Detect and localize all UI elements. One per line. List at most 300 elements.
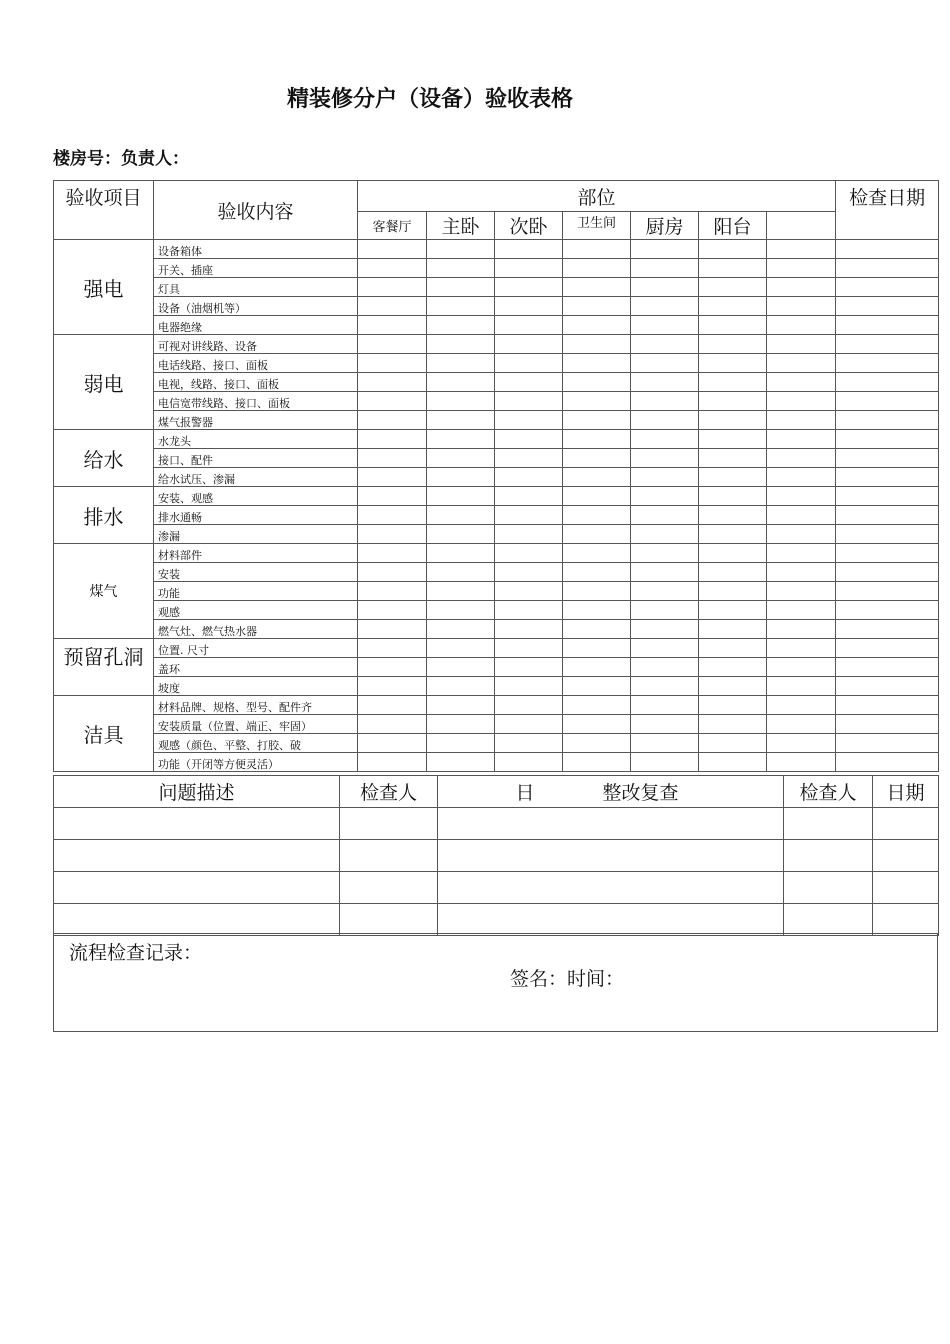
- inspection-row: [54, 639, 939, 658]
- check-cell[interactable]: [358, 715, 427, 734]
- check-cell[interactable]: [631, 430, 699, 449]
- check-cell[interactable]: [699, 639, 767, 658]
- check-cell[interactable]: [495, 392, 563, 411]
- inspection-item: 电信宽带线路、接口、面板: [154, 392, 358, 411]
- check-cell[interactable]: [427, 677, 495, 696]
- issue-cell[interactable]: [438, 840, 784, 872]
- check-date-cell[interactable]: [836, 297, 939, 316]
- inspection-item: 电视，线路、接口、面板: [154, 373, 358, 392]
- check-cell[interactable]: [767, 449, 836, 468]
- check-date-cell[interactable]: [836, 468, 939, 487]
- check-cell[interactable]: [427, 335, 495, 354]
- category-label: 弱电: [54, 335, 154, 430]
- check-cell[interactable]: [495, 620, 563, 639]
- check-cell[interactable]: [631, 506, 699, 525]
- check-cell[interactable]: [631, 544, 699, 563]
- check-cell[interactable]: [495, 297, 563, 316]
- check-cell[interactable]: [563, 582, 631, 601]
- issue-cell[interactable]: [784, 808, 873, 840]
- check-cell[interactable]: [495, 354, 563, 373]
- issue-cell[interactable]: [340, 808, 438, 840]
- check-cell[interactable]: [699, 658, 767, 677]
- check-cell[interactable]: [563, 354, 631, 373]
- check-cell[interactable]: [699, 582, 767, 601]
- check-cell[interactable]: [495, 525, 563, 544]
- check-cell[interactable]: [427, 734, 495, 753]
- check-cell[interactable]: [427, 278, 495, 297]
- check-cell[interactable]: [563, 544, 631, 563]
- check-cell[interactable]: [767, 677, 836, 696]
- check-cell[interactable]: [427, 525, 495, 544]
- issue-cell[interactable]: [54, 808, 340, 840]
- check-cell[interactable]: [631, 563, 699, 582]
- check-cell[interactable]: [358, 639, 427, 658]
- check-cell[interactable]: [631, 677, 699, 696]
- inspection-item: 观感（颜色、平整、打胶、破: [154, 734, 358, 753]
- check-cell[interactable]: [358, 696, 427, 715]
- check-cell[interactable]: [631, 411, 699, 430]
- check-cell[interactable]: [495, 259, 563, 278]
- check-cell[interactable]: [427, 449, 495, 468]
- issue-cell[interactable]: [873, 904, 939, 936]
- check-cell[interactable]: [495, 658, 563, 677]
- check-cell[interactable]: [358, 411, 427, 430]
- check-cell[interactable]: [767, 525, 836, 544]
- check-cell[interactable]: [631, 525, 699, 544]
- inspection-row: [54, 468, 939, 487]
- check-cell[interactable]: [767, 316, 836, 335]
- check-cell[interactable]: [631, 639, 699, 658]
- check-cell[interactable]: [767, 354, 836, 373]
- check-cell[interactable]: [358, 468, 427, 487]
- inspection-row: [54, 335, 939, 354]
- check-cell[interactable]: [699, 696, 767, 715]
- check-cell[interactable]: [427, 563, 495, 582]
- check-cell[interactable]: [699, 525, 767, 544]
- check-cell[interactable]: [563, 677, 631, 696]
- header-check-date: 检查日期: [836, 181, 939, 240]
- check-cell[interactable]: [563, 696, 631, 715]
- check-cell[interactable]: [631, 354, 699, 373]
- issue-cell[interactable]: [438, 904, 784, 936]
- check-cell[interactable]: [631, 297, 699, 316]
- check-cell[interactable]: [358, 487, 427, 506]
- check-date-cell[interactable]: [836, 715, 939, 734]
- check-date-cell[interactable]: [836, 487, 939, 506]
- issue-cell[interactable]: [340, 872, 438, 904]
- check-cell[interactable]: [631, 449, 699, 468]
- inspection-item: 位置. 尺寸: [154, 639, 358, 658]
- check-cell[interactable]: [358, 677, 427, 696]
- check-cell[interactable]: [427, 601, 495, 620]
- issue-cell[interactable]: [873, 840, 939, 872]
- check-cell[interactable]: [427, 354, 495, 373]
- check-date-cell[interactable]: [836, 316, 939, 335]
- issues-day-header: 日: [515, 782, 535, 804]
- check-date-cell[interactable]: [836, 335, 939, 354]
- issue-cell[interactable]: [873, 808, 939, 840]
- inspection-row: [54, 392, 939, 411]
- check-cell[interactable]: [631, 601, 699, 620]
- check-cell[interactable]: [358, 601, 427, 620]
- check-cell[interactable]: [563, 373, 631, 392]
- check-cell[interactable]: [495, 544, 563, 563]
- check-cell[interactable]: [358, 373, 427, 392]
- issues-row: [54, 808, 939, 840]
- issues-inspector2-header: 检查人: [784, 776, 873, 808]
- check-cell[interactable]: [495, 563, 563, 582]
- check-cell[interactable]: [631, 373, 699, 392]
- check-cell[interactable]: [699, 468, 767, 487]
- check-cell[interactable]: [495, 487, 563, 506]
- inspection-item: 功能: [154, 582, 358, 601]
- check-date-cell[interactable]: [836, 449, 939, 468]
- location-second-bedroom: 次卧: [495, 212, 563, 240]
- check-cell[interactable]: [427, 639, 495, 658]
- inspection-item: 盖环: [154, 658, 358, 677]
- check-cell[interactable]: [358, 240, 427, 259]
- check-cell[interactable]: [563, 658, 631, 677]
- check-cell[interactable]: [699, 411, 767, 430]
- check-date-cell[interactable]: [836, 658, 939, 677]
- check-cell[interactable]: [767, 411, 836, 430]
- location-master-bedroom: 主卧: [427, 212, 495, 240]
- check-cell[interactable]: [563, 335, 631, 354]
- check-cell[interactable]: [767, 335, 836, 354]
- check-cell[interactable]: [427, 658, 495, 677]
- inspection-row: [54, 525, 939, 544]
- check-cell[interactable]: [699, 430, 767, 449]
- check-cell[interactable]: [767, 392, 836, 411]
- check-cell[interactable]: [358, 753, 427, 772]
- check-cell[interactable]: [563, 449, 631, 468]
- check-cell[interactable]: [699, 487, 767, 506]
- check-cell[interactable]: [767, 696, 836, 715]
- check-cell[interactable]: [427, 544, 495, 563]
- inspection-row: [54, 297, 939, 316]
- inspection-item: 水龙头: [154, 430, 358, 449]
- check-cell[interactable]: [358, 392, 427, 411]
- check-cell[interactable]: [563, 392, 631, 411]
- check-date-cell[interactable]: [836, 373, 939, 392]
- check-cell[interactable]: [358, 734, 427, 753]
- check-cell[interactable]: [358, 544, 427, 563]
- check-cell[interactable]: [631, 753, 699, 772]
- flow-record-box: [53, 933, 938, 1032]
- check-cell[interactable]: [699, 240, 767, 259]
- inspection-row: [54, 677, 939, 696]
- category-label: 排水: [54, 487, 154, 544]
- check-cell[interactable]: [631, 335, 699, 354]
- issue-cell[interactable]: [438, 872, 784, 904]
- check-cell[interactable]: [631, 487, 699, 506]
- check-cell[interactable]: [495, 601, 563, 620]
- issue-cell[interactable]: [784, 872, 873, 904]
- issue-cell[interactable]: [340, 840, 438, 872]
- check-cell[interactable]: [495, 430, 563, 449]
- check-cell[interactable]: [563, 753, 631, 772]
- check-cell[interactable]: [767, 544, 836, 563]
- header-item: 验收项目: [54, 181, 154, 240]
- check-cell[interactable]: [699, 316, 767, 335]
- check-cell[interactable]: [699, 620, 767, 639]
- check-cell[interactable]: [699, 373, 767, 392]
- check-cell[interactable]: [563, 240, 631, 259]
- check-cell[interactable]: [358, 449, 427, 468]
- check-date-cell[interactable]: [836, 240, 939, 259]
- check-date-cell[interactable]: [836, 259, 939, 278]
- check-cell[interactable]: [699, 259, 767, 278]
- check-cell[interactable]: [427, 392, 495, 411]
- check-cell[interactable]: [427, 316, 495, 335]
- check-cell[interactable]: [495, 468, 563, 487]
- check-date-cell[interactable]: [836, 753, 939, 772]
- inspection-row: [54, 430, 939, 449]
- check-cell[interactable]: [563, 278, 631, 297]
- check-cell[interactable]: [631, 715, 699, 734]
- check-cell[interactable]: [699, 278, 767, 297]
- check-cell[interactable]: [767, 715, 836, 734]
- check-cell[interactable]: [699, 601, 767, 620]
- check-cell[interactable]: [495, 449, 563, 468]
- check-cell[interactable]: [427, 506, 495, 525]
- check-cell[interactable]: [699, 297, 767, 316]
- check-cell[interactable]: [427, 582, 495, 601]
- issue-cell[interactable]: [54, 904, 340, 936]
- check-date-cell[interactable]: [836, 563, 939, 582]
- issues-day-recheck-header: [438, 776, 784, 808]
- check-cell[interactable]: [767, 620, 836, 639]
- check-date-cell[interactable]: [836, 620, 939, 639]
- check-cell[interactable]: [495, 278, 563, 297]
- check-cell[interactable]: [563, 297, 631, 316]
- check-cell[interactable]: [767, 563, 836, 582]
- check-cell[interactable]: [767, 240, 836, 259]
- check-cell[interactable]: [427, 430, 495, 449]
- issue-cell[interactable]: [54, 840, 340, 872]
- issue-cell[interactable]: [340, 904, 438, 936]
- check-cell[interactable]: [699, 544, 767, 563]
- issue-cell[interactable]: [784, 904, 873, 936]
- check-cell[interactable]: [767, 278, 836, 297]
- check-cell[interactable]: [631, 259, 699, 278]
- check-cell[interactable]: [427, 411, 495, 430]
- inspection-item: 坡度: [154, 677, 358, 696]
- check-cell[interactable]: [767, 639, 836, 658]
- inspection-row: [54, 316, 939, 335]
- check-cell[interactable]: [699, 449, 767, 468]
- inspection-row: [54, 563, 939, 582]
- check-cell[interactable]: [427, 297, 495, 316]
- issues-date-header: 日期: [873, 776, 939, 808]
- check-date-cell[interactable]: [836, 278, 939, 297]
- check-cell[interactable]: [427, 620, 495, 639]
- check-date-cell[interactable]: [836, 430, 939, 449]
- category-label: 预留孔洞: [54, 639, 154, 696]
- check-cell[interactable]: [358, 354, 427, 373]
- inspection-item: 接口、配件: [154, 449, 358, 468]
- issue-cell[interactable]: [54, 872, 340, 904]
- check-cell[interactable]: [358, 506, 427, 525]
- check-cell[interactable]: [358, 430, 427, 449]
- check-cell[interactable]: [563, 316, 631, 335]
- check-cell[interactable]: [631, 392, 699, 411]
- check-date-cell[interactable]: [836, 582, 939, 601]
- check-cell[interactable]: [563, 639, 631, 658]
- check-cell[interactable]: [563, 525, 631, 544]
- check-cell[interactable]: [358, 297, 427, 316]
- check-cell[interactable]: [699, 335, 767, 354]
- check-cell[interactable]: [767, 753, 836, 772]
- check-cell[interactable]: [495, 335, 563, 354]
- issues-row: [54, 840, 939, 872]
- inspection-row: [54, 734, 939, 753]
- check-cell[interactable]: [631, 734, 699, 753]
- issue-cell[interactable]: [438, 808, 784, 840]
- check-cell[interactable]: [427, 373, 495, 392]
- check-cell[interactable]: [427, 696, 495, 715]
- inspection-row: [54, 582, 939, 601]
- check-cell[interactable]: [631, 468, 699, 487]
- check-cell[interactable]: [767, 506, 836, 525]
- check-cell[interactable]: [563, 563, 631, 582]
- issues-row: [54, 872, 939, 904]
- check-cell[interactable]: [699, 734, 767, 753]
- check-cell[interactable]: [631, 696, 699, 715]
- check-cell[interactable]: [495, 373, 563, 392]
- inspection-row: [54, 278, 939, 297]
- check-date-cell[interactable]: [836, 392, 939, 411]
- check-cell[interactable]: [631, 658, 699, 677]
- check-cell[interactable]: [495, 411, 563, 430]
- check-cell[interactable]: [358, 278, 427, 297]
- issue-cell[interactable]: [873, 872, 939, 904]
- check-cell[interactable]: [358, 563, 427, 582]
- check-cell[interactable]: [767, 658, 836, 677]
- check-date-cell[interactable]: [836, 525, 939, 544]
- check-cell[interactable]: [631, 620, 699, 639]
- check-cell[interactable]: [358, 335, 427, 354]
- check-cell[interactable]: [563, 715, 631, 734]
- check-cell[interactable]: [358, 582, 427, 601]
- check-cell[interactable]: [427, 259, 495, 278]
- check-cell[interactable]: [631, 278, 699, 297]
- location-kitchen: 厨房: [631, 212, 699, 240]
- check-cell[interactable]: [495, 696, 563, 715]
- check-cell[interactable]: [563, 506, 631, 525]
- check-cell[interactable]: [563, 601, 631, 620]
- check-cell[interactable]: [563, 468, 631, 487]
- issue-cell[interactable]: [784, 840, 873, 872]
- location-blank: [767, 212, 836, 240]
- check-cell[interactable]: [767, 487, 836, 506]
- check-cell[interactable]: [495, 639, 563, 658]
- building-owner-line: 楼房号：负责人：: [53, 149, 189, 169]
- check-cell[interactable]: [631, 582, 699, 601]
- category-label: 洁具: [54, 696, 154, 772]
- check-cell[interactable]: [563, 487, 631, 506]
- check-cell[interactable]: [767, 373, 836, 392]
- check-cell[interactable]: [699, 354, 767, 373]
- check-date-cell[interactable]: [836, 639, 939, 658]
- category-label: 煤气: [54, 544, 154, 639]
- inspection-item: 安装质量（位置、端正、牢固）: [154, 715, 358, 734]
- check-cell[interactable]: [699, 506, 767, 525]
- check-cell[interactable]: [563, 259, 631, 278]
- check-cell[interactable]: [495, 677, 563, 696]
- check-date-cell[interactable]: [836, 601, 939, 620]
- check-cell[interactable]: [358, 525, 427, 544]
- check-cell[interactable]: [427, 753, 495, 772]
- check-cell[interactable]: [767, 297, 836, 316]
- inspection-item: 安装: [154, 563, 358, 582]
- check-cell[interactable]: [563, 620, 631, 639]
- check-cell[interactable]: [699, 715, 767, 734]
- check-date-cell[interactable]: [836, 677, 939, 696]
- check-cell[interactable]: [767, 430, 836, 449]
- check-cell[interactable]: [563, 430, 631, 449]
- check-date-cell[interactable]: [836, 734, 939, 753]
- check-date-cell[interactable]: [836, 544, 939, 563]
- check-cell[interactable]: [495, 240, 563, 259]
- check-cell[interactable]: [631, 316, 699, 335]
- check-date-cell[interactable]: [836, 506, 939, 525]
- check-cell[interactable]: [427, 487, 495, 506]
- check-date-cell[interactable]: [836, 696, 939, 715]
- check-cell[interactable]: [358, 620, 427, 639]
- inspection-row: [54, 449, 939, 468]
- check-cell[interactable]: [563, 411, 631, 430]
- check-date-cell[interactable]: [836, 411, 939, 430]
- check-cell[interactable]: [767, 601, 836, 620]
- check-cell[interactable]: [767, 259, 836, 278]
- inspection-row: [54, 753, 939, 772]
- check-cell[interactable]: [358, 658, 427, 677]
- check-cell[interactable]: [495, 582, 563, 601]
- check-cell[interactable]: [767, 468, 836, 487]
- check-cell[interactable]: [495, 734, 563, 753]
- check-cell[interactable]: [495, 715, 563, 734]
- flow-record-label: 流程检查记录：: [69, 942, 203, 964]
- inspection-row: [54, 715, 939, 734]
- issues-problem-header: 问题描述: [54, 776, 340, 808]
- check-cell[interactable]: [495, 506, 563, 525]
- check-cell[interactable]: [495, 316, 563, 335]
- check-cell[interactable]: [767, 734, 836, 753]
- check-cell[interactable]: [358, 316, 427, 335]
- inspection-item: 煤气报警器: [154, 411, 358, 430]
- check-cell[interactable]: [767, 582, 836, 601]
- check-cell[interactable]: [631, 240, 699, 259]
- check-cell[interactable]: [699, 392, 767, 411]
- check-cell[interactable]: [699, 677, 767, 696]
- inspection-row: [54, 411, 939, 430]
- check-cell[interactable]: [495, 753, 563, 772]
- check-cell[interactable]: [427, 240, 495, 259]
- check-cell[interactable]: [427, 715, 495, 734]
- check-cell[interactable]: [358, 259, 427, 278]
- check-cell[interactable]: [427, 468, 495, 487]
- check-cell[interactable]: [699, 753, 767, 772]
- inspection-item: 材料部件: [154, 544, 358, 563]
- check-cell[interactable]: [699, 563, 767, 582]
- inspection-item: 电话线路、接口、面板: [154, 354, 358, 373]
- inspection-item: 功能（开闭等方便灵活）: [154, 753, 358, 772]
- check-cell[interactable]: [563, 734, 631, 753]
- location-living-dining: 客餐厅: [358, 212, 427, 240]
- check-date-cell[interactable]: [836, 354, 939, 373]
- inspection-item: 可视对讲线路、设备: [154, 335, 358, 354]
